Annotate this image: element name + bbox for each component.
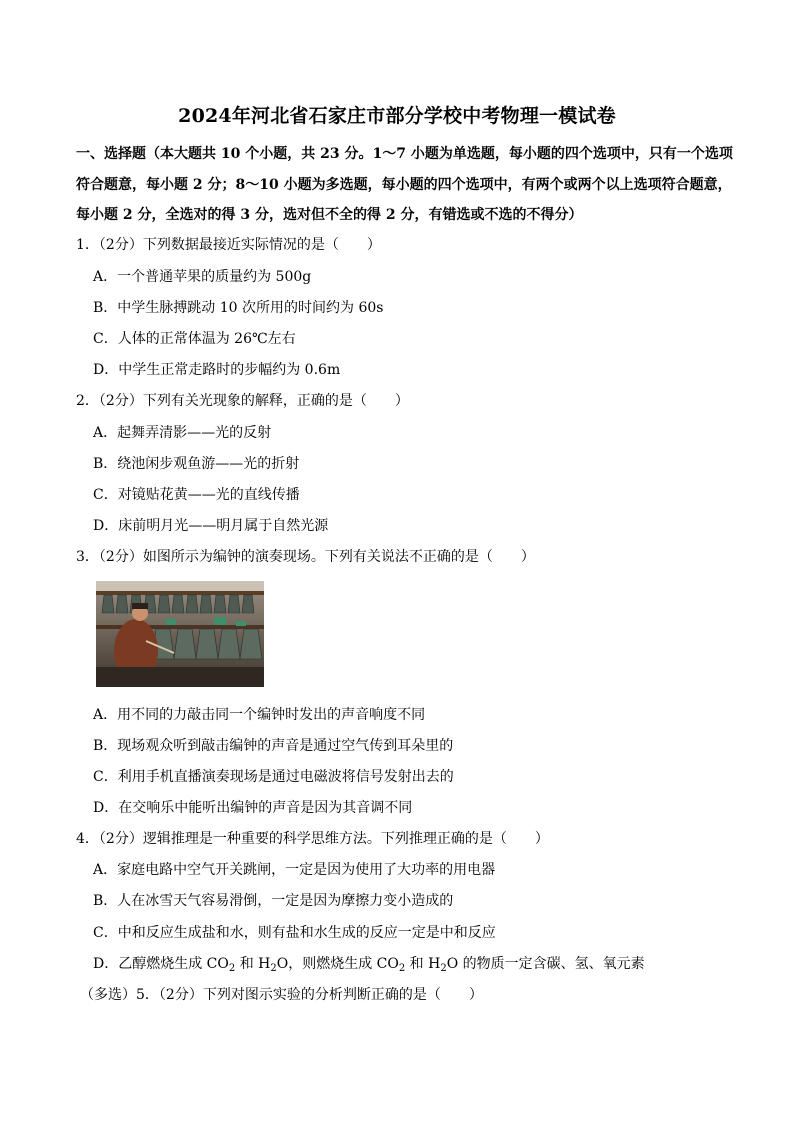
q4-d-text-1: D．乙醇燃烧生成 CO (93, 956, 229, 972)
question-3-option-b: B．现场观众听到敲击编钟的声音是通过空气传到耳朵里的 (93, 738, 454, 754)
question-1-option-c: C．人体的正常体温为 26℃左右 (93, 331, 296, 347)
question-1-option-a: A．一个普通苹果的质量约为 500g (93, 269, 312, 285)
q4-d-sub-2: 2 (270, 963, 277, 974)
q4-d-sub-4: 2 (440, 963, 447, 974)
question-3-option-a: A．用不同的力敲击同一个编钟时发出的声音响度不同 (93, 707, 426, 723)
question-3-option-d: D．在交响乐中能听出编钟的声音是因为其音调不同 (93, 800, 413, 816)
question-2-option-b: B．绕池闲步观鱼游——光的折射 (93, 456, 300, 472)
q4-d-text-4: 和 H (405, 956, 441, 972)
question-2-option-d: D．床前明月光——明月属于自然光源 (93, 518, 329, 534)
question-4-option-a: A．家庭电路中空气开关跳闸，一定是因为使用了大功率的用电器 (93, 862, 496, 878)
question-1-stem: 1．（2分）下列数据最接近实际情况的是（ ） (76, 237, 381, 253)
question-4-stem: 4．（2分）逻辑推理是一种重要的科学思维方法。下列推理正确的是（ ） (76, 831, 549, 847)
question-4-option-b: B．人在冰雪天气容易滑倒，一定是因为摩擦力变小造成的 (93, 893, 454, 909)
section-instructions-line-3: 每小题 2 分，全选对的得 3 分，选对但不全的得 2 分，有错选或不选的不得分） (76, 207, 583, 223)
question-1-option-b: B．中学生脉搏跳动 10 次所用的时间约为 60s (93, 300, 384, 316)
question-3-option-c: C．利用手机直播演奏现场是通过电磁波将信号发射出去的 (93, 769, 454, 785)
page-title: 2024年河北省石家庄市部分学校中考物理一模试卷 (178, 105, 616, 127)
q4-d-text-5: O 的物质一定含碳、氢、氧元素 (446, 956, 645, 972)
section-instructions-line-1: 一、选择题（本大题共 10 个小题，共 23 分。1～7 小题为单选题，每小题的四个选项中，只有一个选项 (76, 146, 733, 162)
q4-d-text-2: 和 H (235, 956, 271, 972)
question-2-option-a: A．起舞弄清影——光的反射 (93, 425, 272, 441)
question-3-stem: 3．（2分）如图所示为编钟的演奏现场。下列有关说法不正确的是（ ） (76, 549, 535, 565)
q4-d-sub-1: 2 (228, 963, 236, 974)
bianzhong-photo (96, 581, 264, 687)
question-1-option-d: D．中学生正常走路时的步幅约为 0.6m (93, 362, 341, 378)
q4-d-sub-3: 2 (398, 963, 406, 974)
question-2-option-c: C．对镜贴花黄——光的直线传播 (93, 487, 300, 503)
question-5-stem: （多选）5．（2分）下列对图示实验的分析判断正确的是（ ） (80, 987, 483, 1003)
question-2-stem: 2．（2分）下列有关光现象的解释，正确的是（ ） (76, 393, 409, 409)
question-4-option-c: C．中和反应生成盐和水，则有盐和水生成的反应一定是中和反应 (93, 925, 496, 941)
question-4-option-d (93, 955, 645, 973)
section-instructions-line-2: 符合题意，每小题 2 分；8～10 小题为多选题，每小题的四个选项中，有两个或两个以上选项符合题意， (76, 177, 732, 193)
q4-d-text-3: O，则燃烧生成 CO (276, 956, 399, 972)
